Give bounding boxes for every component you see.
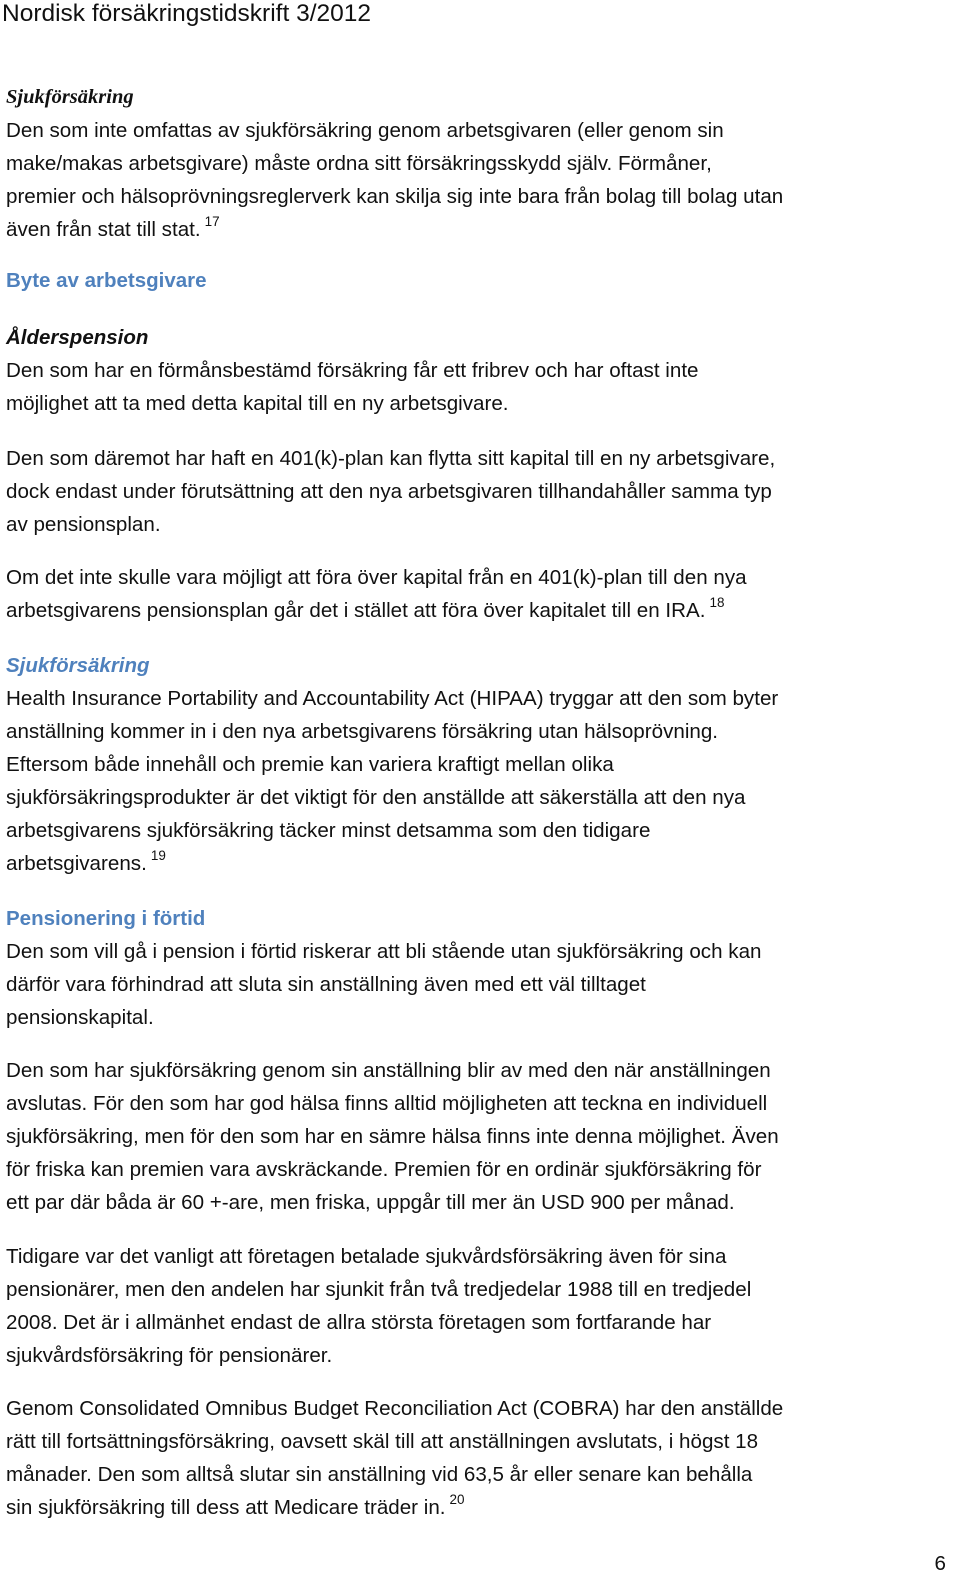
- text-line: Health Insurance Portability and Accountability Act (HIPAA) tryggar att den som byter: [6, 687, 779, 710]
- text-line: av pensionsplan.: [6, 513, 161, 536]
- text-line: Den som har sjukförsäkring genom sin anställning blir av med den när anställningen: [6, 1059, 771, 1082]
- paragraph: [6, 1392, 956, 1524]
- text-line: anställning kommer in i den nya arbetsgivarens försäkring utan hälsoprövning.: [6, 720, 719, 743]
- subsection-heading: Sjukförsäkring: [6, 654, 150, 677]
- text-line: avslutas. För den som har god hälsa finns alltid möjligheten att teckna en individuell: [6, 1092, 768, 1115]
- text-line: Om det inte skulle vara möjligt att föra över kapital från en 401(k)-plan till den nya: [6, 566, 747, 589]
- paragraph: [6, 561, 956, 627]
- text-line: [6, 1491, 956, 1524]
- paragraph: [6, 1054, 956, 1219]
- section-private-health-insurance: [6, 81, 956, 246]
- paragraph: [6, 1240, 956, 1372]
- page-number: 6: [934, 1552, 946, 1575]
- text-line: pensionärer, men den andelen har sjunkit från två tredjedelar 1988 till en tredjedel: [6, 1278, 752, 1301]
- text-content: även från stat till stat.: [6, 218, 201, 241]
- footnote-marker: 20: [449, 1492, 465, 1507]
- text-line: rätt till fortsättningsförsäkring, oavsett skäl till att anställningen avslutats, i högst 18: [6, 1430, 759, 1453]
- text-line: Tidigare var det vanligt att företagen betalade sjukvårdsförsäkring även för sina: [6, 1245, 727, 1268]
- text-line: Genom Consolidated Omnibus Budget Reconciliation Act (COBRA) har den anställde: [6, 1397, 784, 1420]
- section-heading: Pensionering i förtid: [6, 907, 206, 930]
- footnote-marker: 17: [204, 214, 220, 229]
- text-line: Den som inte omfattas av sjukförsäkring genom arbetsgivaren (eller genom sin: [6, 119, 724, 142]
- section-heading: Sjukförsäkring: [6, 86, 134, 108]
- section-heading: Byte av arbetsgivare: [6, 269, 207, 292]
- text-line: Eftersom både innehåll och premie kan variera kraftigt mellan olika: [6, 753, 614, 776]
- text-line: premier och hälsoprövningsreglerverk kan skilja sig inte bara från bolag till bolag utan: [6, 185, 784, 208]
- section-old-age-pension: [6, 321, 956, 420]
- text-line: dock endast under förutsättning att den nya arbetsgivaren tillhandahåller samma typ: [6, 480, 772, 503]
- section-health-insurance-job-change: [6, 649, 956, 880]
- text-line: möjlighet att ta med detta kapital till en ny arbetsgivare.: [6, 392, 509, 415]
- text-line: sjukförsäkring, men för den som har en sämre hälsa finns inte denna möjlighet. Även: [6, 1125, 779, 1148]
- text-line: [6, 213, 956, 246]
- section-job-change: [6, 264, 956, 297]
- text-line: sjukförsäkringsprodukter är det viktigt för den anställde att säkerställa att den nya: [6, 786, 746, 809]
- running-header: Nordisk försäkringstidskrift 3/2012: [2, 0, 372, 27]
- text-line: 2008. Det är i allmänhet endast de allra största företagen som fortfarande har: [6, 1311, 712, 1334]
- text-line: Den som vill gå i pension i förtid riskerar att bli stående utan sjukförsäkring och kan: [6, 940, 762, 963]
- text-content: arbetsgivarens pensionsplan går det i stället att föra över kapitalet till en IRA.: [6, 599, 706, 622]
- paragraph: [6, 442, 956, 541]
- section-early-retirement: [6, 902, 956, 1034]
- subsection-heading: Ålderspension: [6, 326, 149, 349]
- text-line: make/makas arbetsgivare) måste ordna sitt försäkringsskydd själv. Förmåner,: [6, 152, 712, 175]
- footnote-marker: 19: [150, 848, 166, 863]
- text-line: arbetsgivarens sjukförsäkring täcker minst detsamma som den tidigare: [6, 819, 651, 842]
- text-line: [6, 847, 956, 880]
- text-content: arbetsgivarens.: [6, 852, 147, 875]
- text-content: sin sjukförsäkring till dess att Medicare träder in.: [6, 1496, 446, 1519]
- text-line: pensionskapital.: [6, 1006, 154, 1029]
- text-line: [6, 594, 956, 627]
- text-line: Den som däremot har haft en 401(k)-plan kan flytta sitt kapital till en ny arbetsgivare,: [6, 447, 776, 470]
- footnote-marker: 18: [709, 595, 725, 610]
- text-line: för friska kan premien vara avskräckande. Premien för en ordinär sjukförsäkring för: [6, 1158, 762, 1181]
- text-line: ett par där båda är 60 +-are, men friska, uppgår till mer än USD 900 per månad.: [6, 1191, 735, 1214]
- text-line: sjukvårdsförsäkring för pensionärer.: [6, 1344, 333, 1367]
- text-line: månader. Den som alltså slutar sin anställning vid 63,5 år eller senare kan behålla: [6, 1463, 753, 1486]
- text-line: därför vara förhindrad att sluta sin anställning även med ett väl tilltaget: [6, 973, 646, 996]
- text-line: Den som har en förmånsbestämd försäkring får ett fribrev och har oftast inte: [6, 359, 699, 382]
